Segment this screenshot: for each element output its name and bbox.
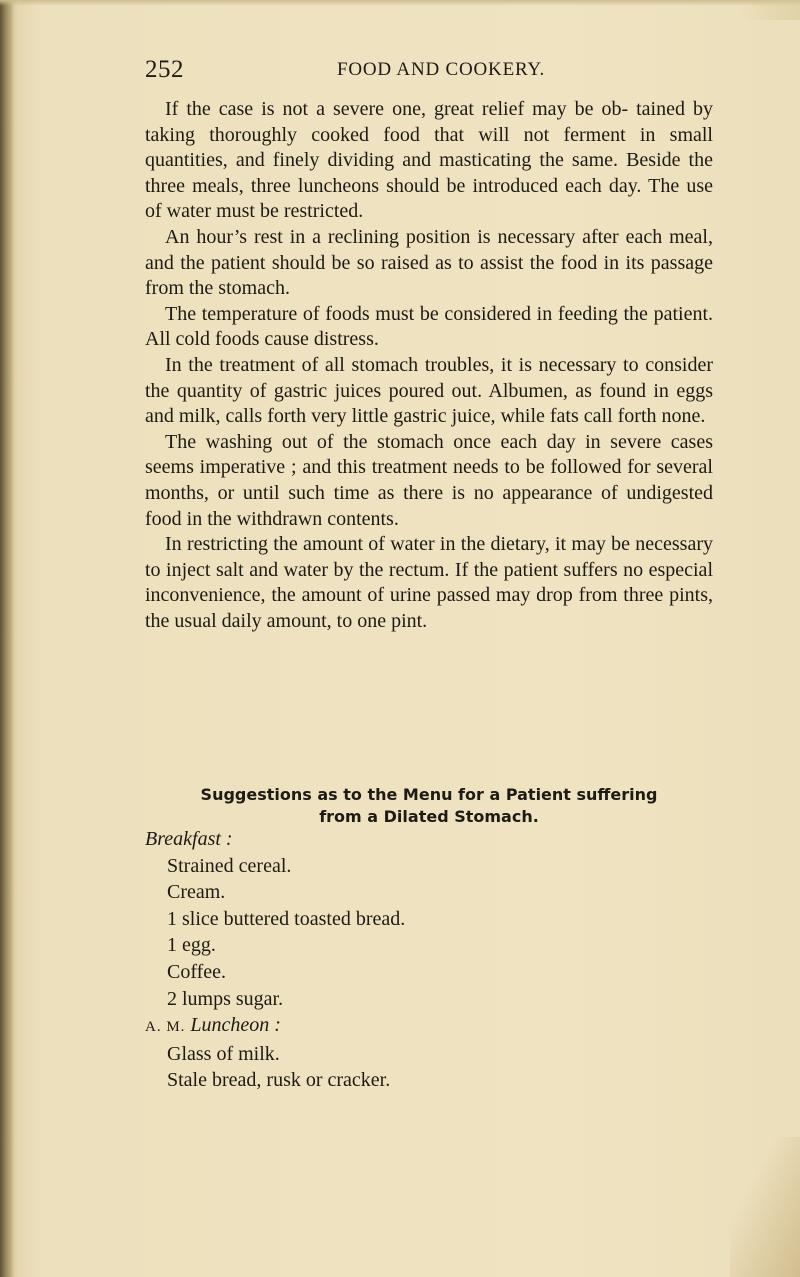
- menu-item: 1 slice buttered toasted bread.: [167, 907, 406, 930]
- page-number: 252: [145, 56, 184, 83]
- page-corner-bottom: [730, 1137, 800, 1277]
- breakfast-heading: Breakfast :: [145, 828, 233, 850]
- paragraph: An hour’s rest in a reclining position is necessary after each meal, and the patient should be so raised as to assist the food in its passage from the stomach.: [145, 225, 713, 300]
- am-prefix: A. M.: [145, 1019, 186, 1036]
- menu-item: Stale bread, rusk or cracker.: [167, 1069, 391, 1092]
- paragraph: The temperature of foods must be considered in feeding the patient. All cold foods cause distress.: [145, 302, 713, 351]
- page-corner-top: [740, 0, 800, 20]
- spine-shadow: [0, 0, 14, 1277]
- page-header: [145, 56, 715, 86]
- paragraph: In restricting the amount of water in the dietary, it may be necessary to inject salt and water by the rectum. If the patient suffers no especial inconvenience, the amount of urine passed may drop from three pints, the usual daily amount, to one pint.: [145, 533, 713, 632]
- menu-section-title: [145, 784, 713, 828]
- body-text: [145, 97, 713, 634]
- running-head: FOOD AND COOKERY.: [337, 59, 546, 80]
- menu-list: [145, 826, 705, 1094]
- paragraph: If the case is not a severe one, great relief may be ob- tained by taking thoroughly cooked food that will not ferment in small quantities, and finely dividing and masticating the same. Beside the three meals, three luncheons should be introduced each day. The use of water must be restricted.: [145, 98, 713, 223]
- paragraph: The washing out of the stomach once each day in severe cases seems imperative ; and this treatment needs to be followed for several months, or until such time as there is no appearance of undigested food in the withdrawn contents.: [145, 430, 713, 530]
- menu-section-title-line2: from a Dilated Stomach.: [319, 807, 539, 826]
- am-luncheon-heading: [145, 1012, 705, 1041]
- menu-item: Glass of milk.: [167, 1042, 280, 1065]
- paragraph: In the treatment of all stomach troubles, it is necessary to consider the quantity of gastric juices poured out. Albumen, as found in eggs and milk, calls forth very little gastric juice, while fats call forth none.: [145, 353, 713, 428]
- menu-item: Coffee.: [167, 960, 227, 983]
- menu-item: 1 egg.: [167, 934, 216, 957]
- luncheon-label: Luncheon :: [190, 1014, 281, 1037]
- menu-item: Strained cereal.: [167, 854, 292, 877]
- menu-item: Cream.: [167, 881, 226, 904]
- top-page-edge: [0, 0, 800, 6]
- menu-item: 2 lumps sugar.: [167, 987, 284, 1010]
- menu-section-title-line1: Suggestions as to the Menu for a Patient suffering: [200, 785, 658, 804]
